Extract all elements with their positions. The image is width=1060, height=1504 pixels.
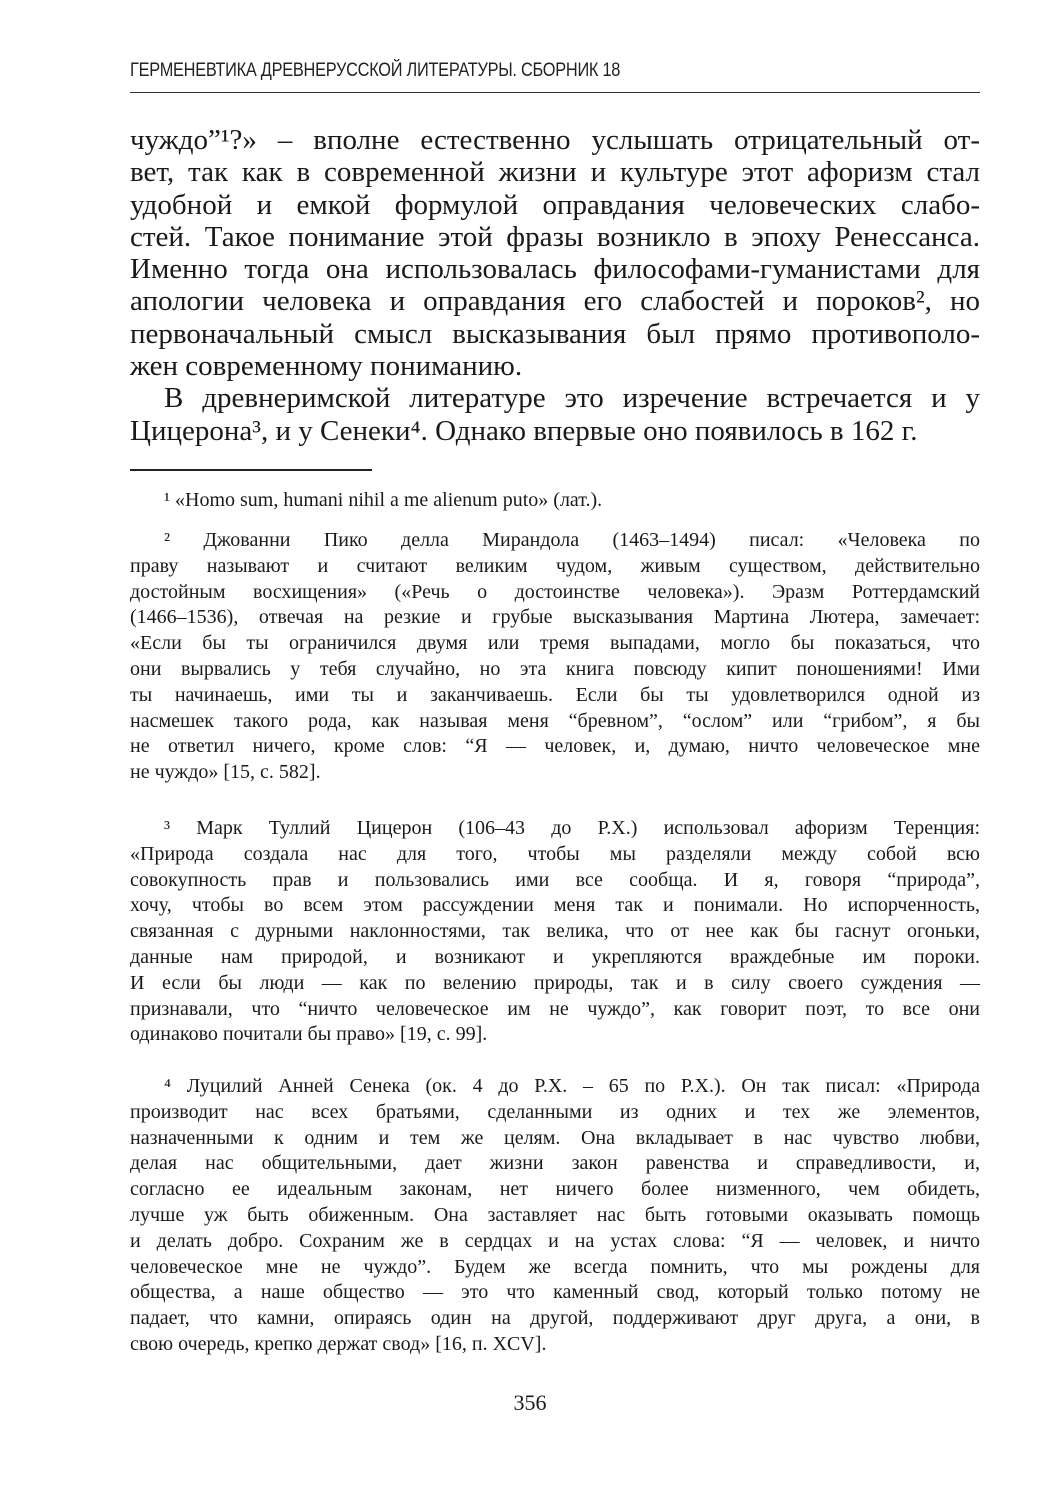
text-line: ты начинаешь, ими ты и заканчиваешь. Если бы ты удовлетворился одной из [130, 683, 980, 706]
text-line: «Природа создала нас для того, чтобы мы разделяли между собой всю [130, 842, 980, 865]
text-line: стей. Такое понимание этой фразы возникло в эпоху Ренессанса. [130, 220, 980, 253]
text-line: Именно тогда она использовалась философами-гуманистами для [130, 253, 980, 286]
text-line: не чуждо» [15, с. 582]. [130, 761, 321, 784]
text-line: ⁴ Луцилий Анней Сенека (ок. 4 до Р.Х. – 65 по Р.Х.). Он так писал: «Природа [164, 1075, 980, 1097]
text-line: чуждо”¹?» – вполне естественно услышать отрицательный от- [130, 124, 980, 156]
text-line: человеческое мне не чуждо”. Будем же всегда помнить, что мы рождены для [130, 1255, 980, 1278]
text-line: свою очередь, крепко держат свод» [16, п. XCV]. [130, 1332, 547, 1355]
text-line: согласно ее идеальным законам, нет ничего более низменного, чем обидеть, [130, 1178, 980, 1201]
text-line: лучше уж быть обиженным. Она заставляет нас быть готовыми оказывать помощь [130, 1203, 980, 1226]
text-line: ³ Марк Туллий Цицерон (106–43 до Р.Х.) использовал афоризм Теренция: [164, 817, 980, 839]
text-line: производит нас всех братьями, сделанными из одних и тех же элементов, [130, 1100, 980, 1123]
text-line: «Если бы ты ограничился двумя или тремя выпадами, могло бы показаться, что [130, 632, 980, 655]
footnote-4 [130, 1074, 980, 1358]
footnote-2 [130, 528, 980, 786]
text-line: назначенными к одним и тем же целям. Она вкладывает в нас чувство любви, [130, 1126, 980, 1149]
footnote-separator [130, 469, 372, 471]
footnote-1 [130, 488, 980, 514]
text-line: В древнеримской литературе это изречение встречается и у [164, 382, 980, 415]
text-line: Цицерона³, и у Сенеки⁴. Однако впервые оно появилось в 162 г. [130, 414, 918, 447]
text-line: признавали, что “ничто человеческое им не чуждо”, как говорит поэт, то все они [130, 997, 980, 1020]
text-line: праву называют и считают великим чудом, живым существом, действительно [130, 554, 980, 577]
header-rule [130, 92, 980, 93]
text-line: насмешек такого рода, как называя меня “бревном”, “ослом” или “грибом”, я бы [130, 709, 980, 732]
text-line: не ответил ничего, кроме слов: “Я — человек, и, думаю, ничто человеческое мне [130, 735, 980, 758]
text-line: и делать добро. Сохраним же в сердцах и на устах слова: “Я — человек, и ничто [130, 1229, 980, 1252]
text-line: хочу, чтобы во всем этом рассуждении меня так и понимали. Но испорченность, [130, 894, 980, 917]
text-line: данные нам природой, и возникают и укрепляются враждебные им пороки. [130, 945, 980, 968]
footnote-3 [130, 816, 980, 1048]
text-line: совокупность прав и пользовались ими все сообща. И я, говоря “природа”, [130, 868, 980, 891]
text-line: падает, что камни, опираясь один на другой, поддерживают друг друга, а они, в [130, 1307, 980, 1330]
text-line: первоначальный смысл высказывания был прямо противополо- [130, 317, 980, 350]
main-text [130, 124, 980, 447]
page-number: 356 [513, 1390, 547, 1415]
text-line: одинаково почитали бы право» [19, с. 99]. [130, 1023, 488, 1046]
running-header: ГЕРМЕНЕВТИКА ДРЕВНЕРУССКОЙ ЛИТЕРАТУРЫ. СБОРНИК 18 [130, 60, 621, 81]
text-line: ¹ «Homo sum, humani nihil a me alienum puto» (лат.). [164, 489, 603, 511]
text-line: общества, а наше общество — это что каменный свод, который только потому не [130, 1281, 980, 1304]
text-line: вет, так как в современной жизни и культуре этот афоризм стал [130, 156, 980, 189]
text-line: удобной и емкой формулой оправдания человеческих слабо- [130, 188, 980, 221]
text-line: ² Джованни Пико делла Мирандола (1463–1494) писал: «Человека по [164, 529, 980, 551]
text-line: жен современному пониманию. [130, 350, 523, 383]
text-line: И если бы люди — как по велению природы, так и в силу своего суждения — [130, 971, 980, 994]
text-line: апологии человека и оправдания его слабостей и пороков², но [130, 285, 980, 318]
text-line: связанная с дурными наклонностями, так велика, что от нее как бы гаснут огоньки, [130, 920, 980, 943]
text-line: (1466–1536), отвечая на резкие и грубые высказывания Мартина Лютера, замечает: [130, 606, 980, 629]
text-line: они вырвались у тебя случайно, но эта книга повсюду кипит поношениями! Ими [130, 657, 980, 680]
text-line: делая нас общительными, дает жизни закон равенства и справедливости, и, [130, 1152, 980, 1175]
text-line: достойным восхищения» («Речь о достоинстве человека»). Эразм Роттердамский [130, 580, 980, 603]
